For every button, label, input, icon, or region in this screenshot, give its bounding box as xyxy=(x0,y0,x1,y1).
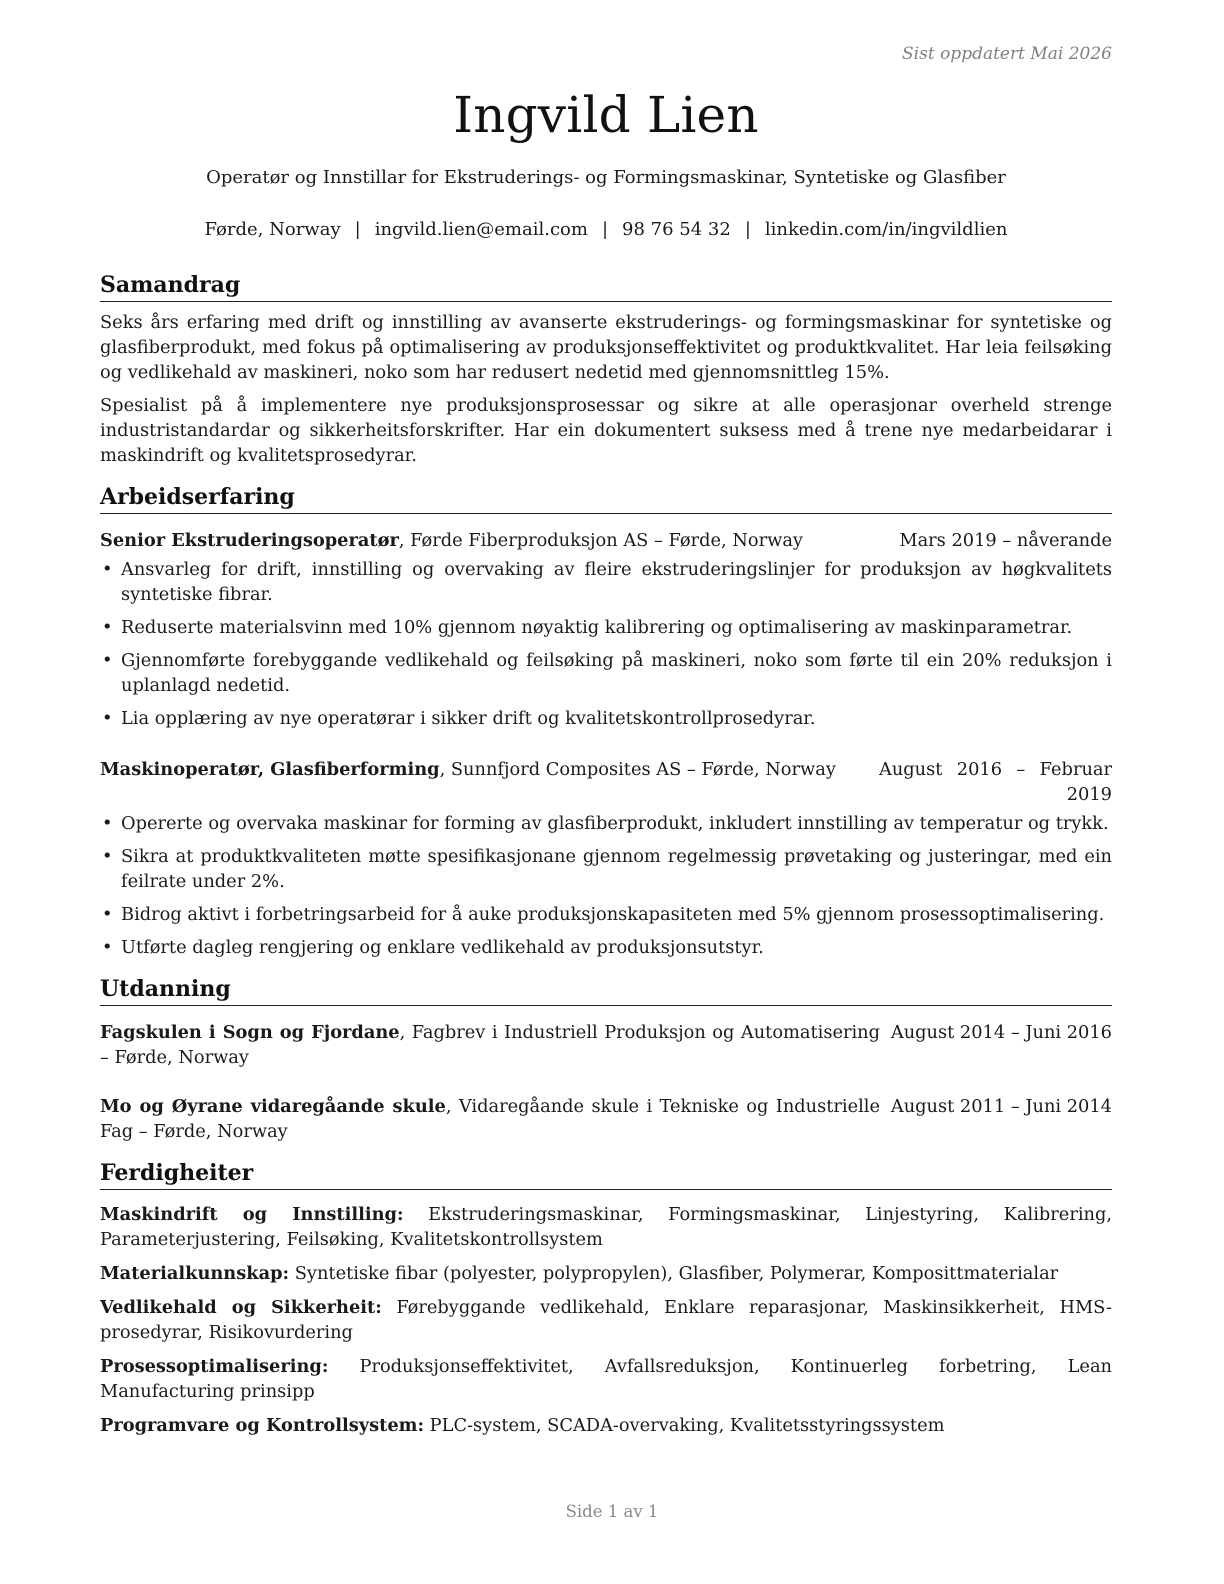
school-name: Mo og Øyrane vidaregåande skule xyxy=(100,1096,446,1117)
job-tagline: Operatør og Innstillar for Ekstruderings- og Formingsmaskinar, Syntetiske og Glasfiber xyxy=(206,167,1006,188)
skill-label: Vedlikehald og Sikkerheit: xyxy=(100,1297,382,1318)
section-heading-education: Utdanning xyxy=(100,974,1112,1006)
job-header xyxy=(100,528,1112,553)
job-title: Maskinoperatør, Glasfiberforming xyxy=(100,759,440,780)
contact-separator: | xyxy=(601,219,609,240)
list-item: • Opererte og overvaka maskinar for forming av glasfiberprodukt, inkludert innstilling av temperatur og trykk. xyxy=(102,813,1109,834)
bullet-icon: • xyxy=(102,937,113,958)
skill-items: Førebyggande vedlikehald, Enklare reparasjonar, Maskinsikkerheit, HMS-prosedyrar, Risikovurdering xyxy=(100,1297,1113,1343)
page-number: Side 1 av 1 xyxy=(565,1502,659,1521)
skill-group xyxy=(100,1413,1112,1438)
list-item: • Ansvarleg for drift, innstilling og overvaking av fleire ekstruderingslinjer for produksjon av høgkvalitets syntetiske fibrar. xyxy=(102,559,1112,605)
job-entry xyxy=(100,757,1112,960)
job-company: , Sunnfjord Composites AS – Førde, Norway xyxy=(439,759,836,780)
job-header xyxy=(100,757,1112,807)
list-item: • Gjennomførte forebyggande vedlikehald og feilsøking på maskineri, noko som førte til ein 20% reduksjon i uplanlagd nedetid. xyxy=(102,650,1112,696)
summary-section xyxy=(100,270,1112,468)
list-item: • Sikra at produktkvaliteten møtte spesifikasjonane gjennom regelmessig prøvetaking og justeringar, med ein feilrate under 2%. xyxy=(102,846,1112,892)
bullet-icon: • xyxy=(102,650,113,671)
list-item: • Reduserte materialsvinn med 10% gjennom nøyaktig kalibrering og optimalisering av maskinparametrar. xyxy=(102,617,1073,638)
education-dates: August 2014 – Juni 2016 xyxy=(890,1022,1112,1043)
section-heading-experience: Arbeidserfaring xyxy=(100,482,1112,514)
bullet-icon: • xyxy=(102,708,113,729)
skills-section xyxy=(100,1158,1112,1438)
bullet-icon: • xyxy=(102,813,113,834)
school-name: Fagskulen i Sogn og Fjordane xyxy=(100,1022,400,1043)
skill-label: Materialkunnskap: xyxy=(100,1263,290,1284)
education-detail: , Vidaregåande skule i Tekniske og Industrielle Fag – Førde, Norway xyxy=(100,1096,880,1142)
skill-label: Prosessoptimalisering: xyxy=(100,1356,329,1377)
skill-label: Maskindrift og Innstilling: xyxy=(100,1204,404,1225)
candidate-name: Ingvild Lien xyxy=(453,86,759,144)
skill-label: Programvare og Kontrollsystem: xyxy=(100,1415,425,1436)
experience-section xyxy=(100,482,1112,960)
list-item: • Utførte dagleg rengjering og enklare vedlikehald av produksjonsutstyr. xyxy=(102,937,764,958)
skill-group xyxy=(100,1261,1112,1286)
section-heading-summary: Samandrag xyxy=(100,270,1112,302)
contact-separator: | xyxy=(744,219,751,240)
bullet-icon: • xyxy=(102,846,113,867)
education-dates: August 2011 – Juni 2014 xyxy=(890,1096,1112,1117)
bullet-icon: • xyxy=(102,904,113,925)
job-dates: Mars 2019 – nåverande xyxy=(899,530,1112,551)
list-item: • Bidrog aktivt i forbetringsarbeid for å auke produksjonskapasiteten med 5% gjennom prosessoptimalisering. xyxy=(102,904,1105,925)
education-entry xyxy=(100,1020,1112,1070)
contact-line xyxy=(100,219,1112,240)
contact-linkedin[interactable]: linkedin.com/in/ingvildlien xyxy=(764,219,1008,240)
list-item: • Lia opplæring av nye operatørar i sikker drift og kvalitetskontrollprosedyrar. xyxy=(102,708,816,729)
bullet-icon: • xyxy=(102,559,113,580)
job-dates: August 2016 – Februar 2019 xyxy=(879,759,1112,805)
skill-items: Produksjonseffektivitet, Avfallsreduksjon, Kontinuerleg forbetring, Lean Manufacturing prinsipp xyxy=(100,1356,1112,1402)
skill-items: Ekstruderingsmaskinar, Formingsmaskinar, Linjestyring, Kalibrering, Parameterjustering, Feilsøking, Kvalitetskontrollsystem xyxy=(100,1204,1112,1250)
contact-phone: 98 76 54 32 xyxy=(622,219,731,240)
section-heading-skills: Ferdigheiter xyxy=(100,1158,1112,1190)
summary-paragraph: Seks års erfaring med drift og innstilling av avanserte ekstruderings- og formingsmaskinar for syntetiske og glasfiberprodukt, med fokus på optimalisering av produksjonseffektivitet og produktkvalitet. Har leia feilsøking og vedlikehald av maskineri, noko som har redusert nedetid med gjennomsnittleg 15%. xyxy=(100,312,1112,383)
skill-group xyxy=(100,1202,1112,1252)
skill-group xyxy=(100,1354,1112,1404)
last-updated: Sist oppdatert Mai 2026 xyxy=(902,44,1112,64)
job-bullets xyxy=(100,811,1112,960)
education-entry xyxy=(100,1094,1112,1144)
job-entry xyxy=(100,528,1112,731)
skill-items: PLC-system, SCADA-overvaking, Kvalitetsstyringssystem xyxy=(424,1415,945,1436)
job-bullets xyxy=(100,557,1112,731)
skill-items: Syntetiske fibar (polyester, polypropylen), Glasfiber, Polymerar, Komposittmaterialar xyxy=(289,1263,1059,1284)
job-company: , Førde Fiberproduksjon AS – Førde, Norway xyxy=(398,530,803,551)
resume-content xyxy=(100,270,1112,1438)
education-section xyxy=(100,974,1112,1144)
summary-paragraph: Spesialist på å implementere nye produksjonsprosessar og sikre at alle operasjonar overheld strenge industristandardar og sikkerheitsforskrifter. Har ein dokumentert suksess med å trene nye medarbeidarar i maskindrift og kvalitetsprosedyrar. xyxy=(100,395,1112,466)
skill-group xyxy=(100,1295,1112,1345)
contact-separator: | xyxy=(354,219,361,240)
job-title: Senior Ekstruderingsoperatør xyxy=(100,530,399,551)
education-detail: , Fagbrev i Industriell Produksjon og Automatisering – Førde, Norway xyxy=(100,1022,880,1068)
bullet-icon: • xyxy=(102,617,113,638)
contact-location: Førde, Norway xyxy=(204,219,341,240)
contact-email[interactable]: ingvild.lien@email.com xyxy=(374,219,588,240)
